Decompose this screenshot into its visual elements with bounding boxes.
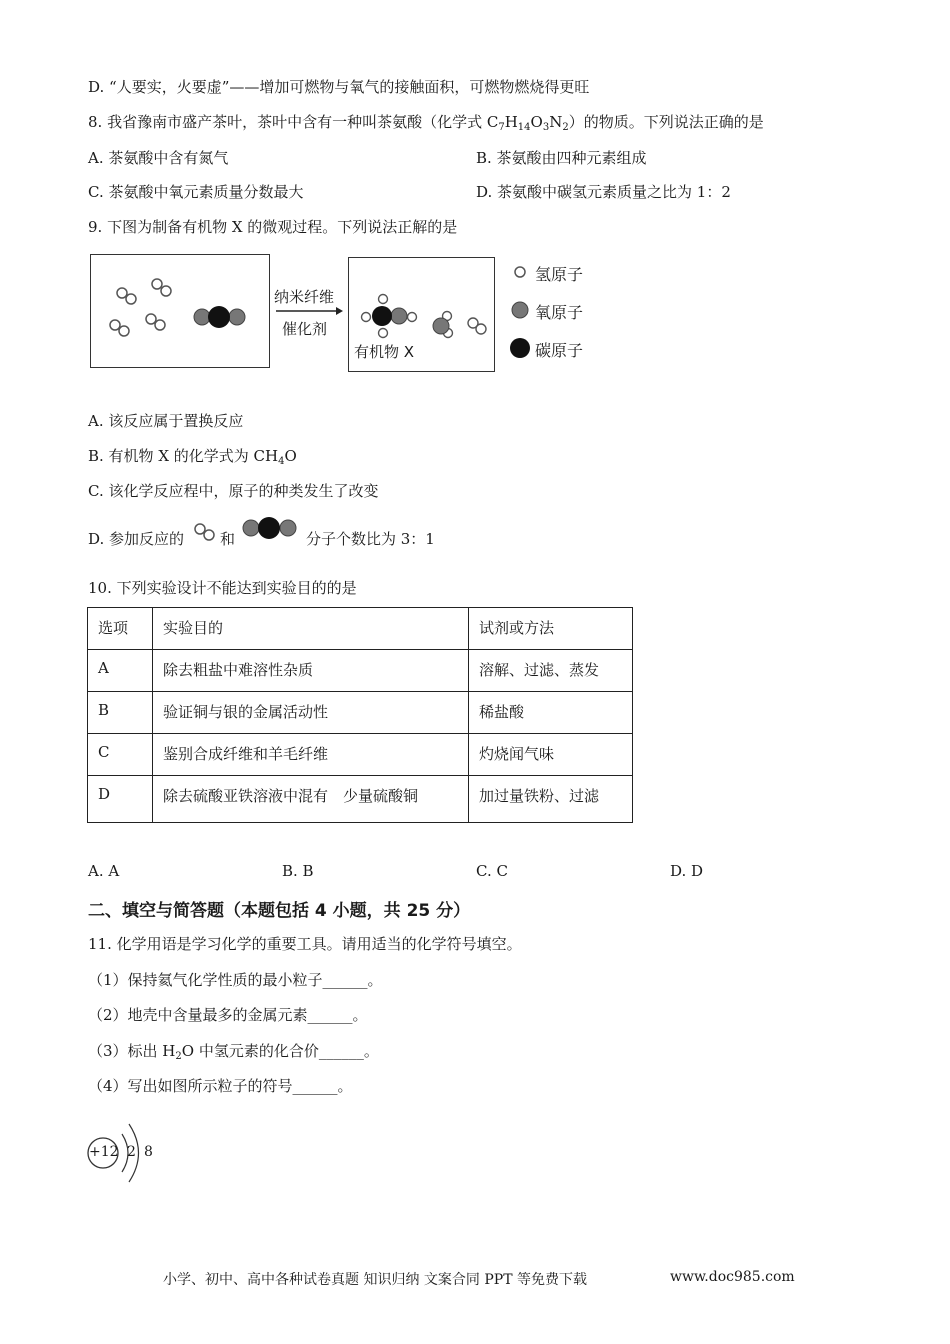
reactants-box [90, 254, 270, 368]
table-header-cell: 选项 [88, 608, 153, 650]
co2-molecule [194, 306, 245, 328]
q8-stem [88, 111, 764, 132]
products-box [348, 257, 495, 372]
q11-part-1: （1）保持氦气化学性质的最小粒子______。 [88, 971, 383, 989]
q10-stem: 10. 下列实验设计不能达到实验目的的是 [88, 579, 357, 597]
section-heading: 二、填空与简答题（本题包括 4 小题，共 25 分） [88, 901, 471, 921]
table-cell: 灼烧闻气味 [469, 734, 633, 776]
table-cell: 稀盐酸 [469, 692, 633, 734]
q11-part-3 [88, 1040, 379, 1061]
q10-table [87, 607, 633, 823]
table-cell: B [88, 692, 153, 734]
table-cell: 加过量铁粉、过滤 [469, 776, 633, 823]
table-row [88, 692, 633, 734]
q9-option-d-and: 和 [220, 530, 236, 548]
q9-stem: 9. 下图为制备有机物 X 的微观过程。下列说法正解的是 [88, 218, 458, 236]
table-row [88, 776, 633, 823]
reactant-molecules [91, 255, 269, 367]
q9-option-b [88, 445, 297, 466]
table-cell: 溶解、过滤、蒸发 [469, 650, 633, 692]
q11-part-2: （2）地壳中含量最多的金属元素______。 [88, 1006, 368, 1024]
h2-molecule [117, 288, 136, 304]
q9-option-d-post: 分子个数比为 3：1 [306, 530, 435, 548]
legend-oxygen: 氧原子 [535, 303, 584, 322]
q11-stem: 11. 化学用语是学习化学的重要工具。请用适当的化学符号填空。 [88, 935, 522, 953]
table-header-cell: 实验目的 [153, 608, 469, 650]
q9-option-c: C. 该化学反应程中，原子的种类发生了改变 [88, 482, 379, 500]
q8-option-c: C. 茶氨酸中氧元素质量分数最大 [88, 183, 304, 201]
q10-option-c: C. C [476, 862, 508, 880]
shell-1-electrons: 2 [127, 1144, 136, 1160]
q11-part-3-post: O 中氢元素的化合价______。 [181, 1042, 379, 1060]
q8-o: O [530, 113, 543, 131]
q8-option-a: A. 茶氨酸中含有氮气 [88, 149, 229, 167]
q8-option-b: B. 茶氨酸由四种元素组成 [476, 149, 647, 167]
q10-option-d: D. D [670, 862, 704, 880]
arrow-label-bottom: 催化剂 [282, 320, 328, 338]
table-header-row [88, 608, 633, 650]
footer-text: 小学、初中、高中各种试卷真题 知识归纳 文案合同 PPT 等免费下载 [163, 1272, 587, 1288]
table-header-cell: 试剂或方法 [469, 608, 633, 650]
table-cell: 除去粗盐中难溶性杂质 [153, 650, 469, 692]
reaction-arrow-icon [274, 305, 344, 317]
q11-part-3-pre: （3）标出 H [88, 1042, 176, 1060]
water-molecule [433, 312, 453, 338]
oxygen-atom-icon [512, 302, 528, 318]
q8-stem-post: ）的物质。下列说法正确的是 [568, 113, 764, 131]
q9-option-d-pre: D. 参加反应的 [88, 530, 185, 548]
q7-option-d: D. “人要实，火要虚”——增加可燃物与氧气的接触面积，可燃物燃烧得更旺 [88, 78, 590, 96]
methanol-molecule [362, 295, 417, 338]
table-cell: 除去硫酸亚铁溶液中混有 少量硫酸铜 [153, 776, 469, 823]
q11-part-3-sub: 2 [175, 1051, 182, 1062]
hydrogen-atom-icon [515, 267, 525, 277]
table-cell: 验证铜与银的金属活动性 [153, 692, 469, 734]
q9-option-a: A. 该反应属于置换反应 [88, 412, 244, 430]
h2-molecule [110, 320, 129, 336]
q9-option-b-text: B. 有机物 X 的化学式为 CH [88, 447, 279, 465]
legend-carbon: 碳原子 [535, 341, 584, 360]
table-cell: 鉴别合成纤维和羊毛纤维 [153, 734, 469, 776]
product-label: 有机物 X [354, 343, 415, 361]
carbon-atom-icon [510, 338, 530, 358]
q8-stem-pre: 8. 我省豫南市盛产茶叶，茶叶中含有一种叫茶氨酸（化学式 C [88, 113, 499, 131]
q11-part-4: （4）写出如图所示粒子的符号______。 [88, 1077, 353, 1095]
q9-option-b-post: O [284, 447, 297, 465]
q8-sub-h: 14 [517, 122, 531, 133]
q9-option-b-sub: 4 [278, 456, 285, 467]
table-cell: D [88, 776, 153, 823]
shell-2-electrons: 8 [144, 1144, 153, 1160]
nucleus-charge: +12 [89, 1144, 119, 1160]
q8-h: H [504, 113, 518, 131]
legend-hydrogen: 氢原子 [535, 265, 584, 284]
q8-option-d: D. 茶氨酸中碳氢元素质量之比为 1：2 [476, 183, 731, 201]
q8-sub-c: 7 [498, 122, 505, 133]
q8-sub-o: 3 [542, 122, 550, 133]
h2-molecule [468, 318, 486, 334]
arrow-label-top: 纳米纤维 [274, 288, 335, 306]
q10-option-b: B. B [282, 862, 314, 880]
h2-molecule [146, 314, 165, 330]
q8-n: N [549, 113, 563, 131]
footer-url[interactable]: www.doc985.com [670, 1269, 795, 1285]
co2-molecule-icon [241, 515, 299, 541]
table-row [88, 650, 633, 692]
legend-icons [508, 260, 538, 360]
q9-option-d [88, 528, 184, 549]
table-cell: C [88, 734, 153, 776]
table-cell: A [88, 650, 153, 692]
h2-molecule-icon [193, 522, 217, 542]
h2-molecule [152, 279, 171, 296]
table-row [88, 734, 633, 776]
q10-option-a: A. A [88, 862, 120, 880]
q8-sub-n: 2 [562, 122, 569, 133]
